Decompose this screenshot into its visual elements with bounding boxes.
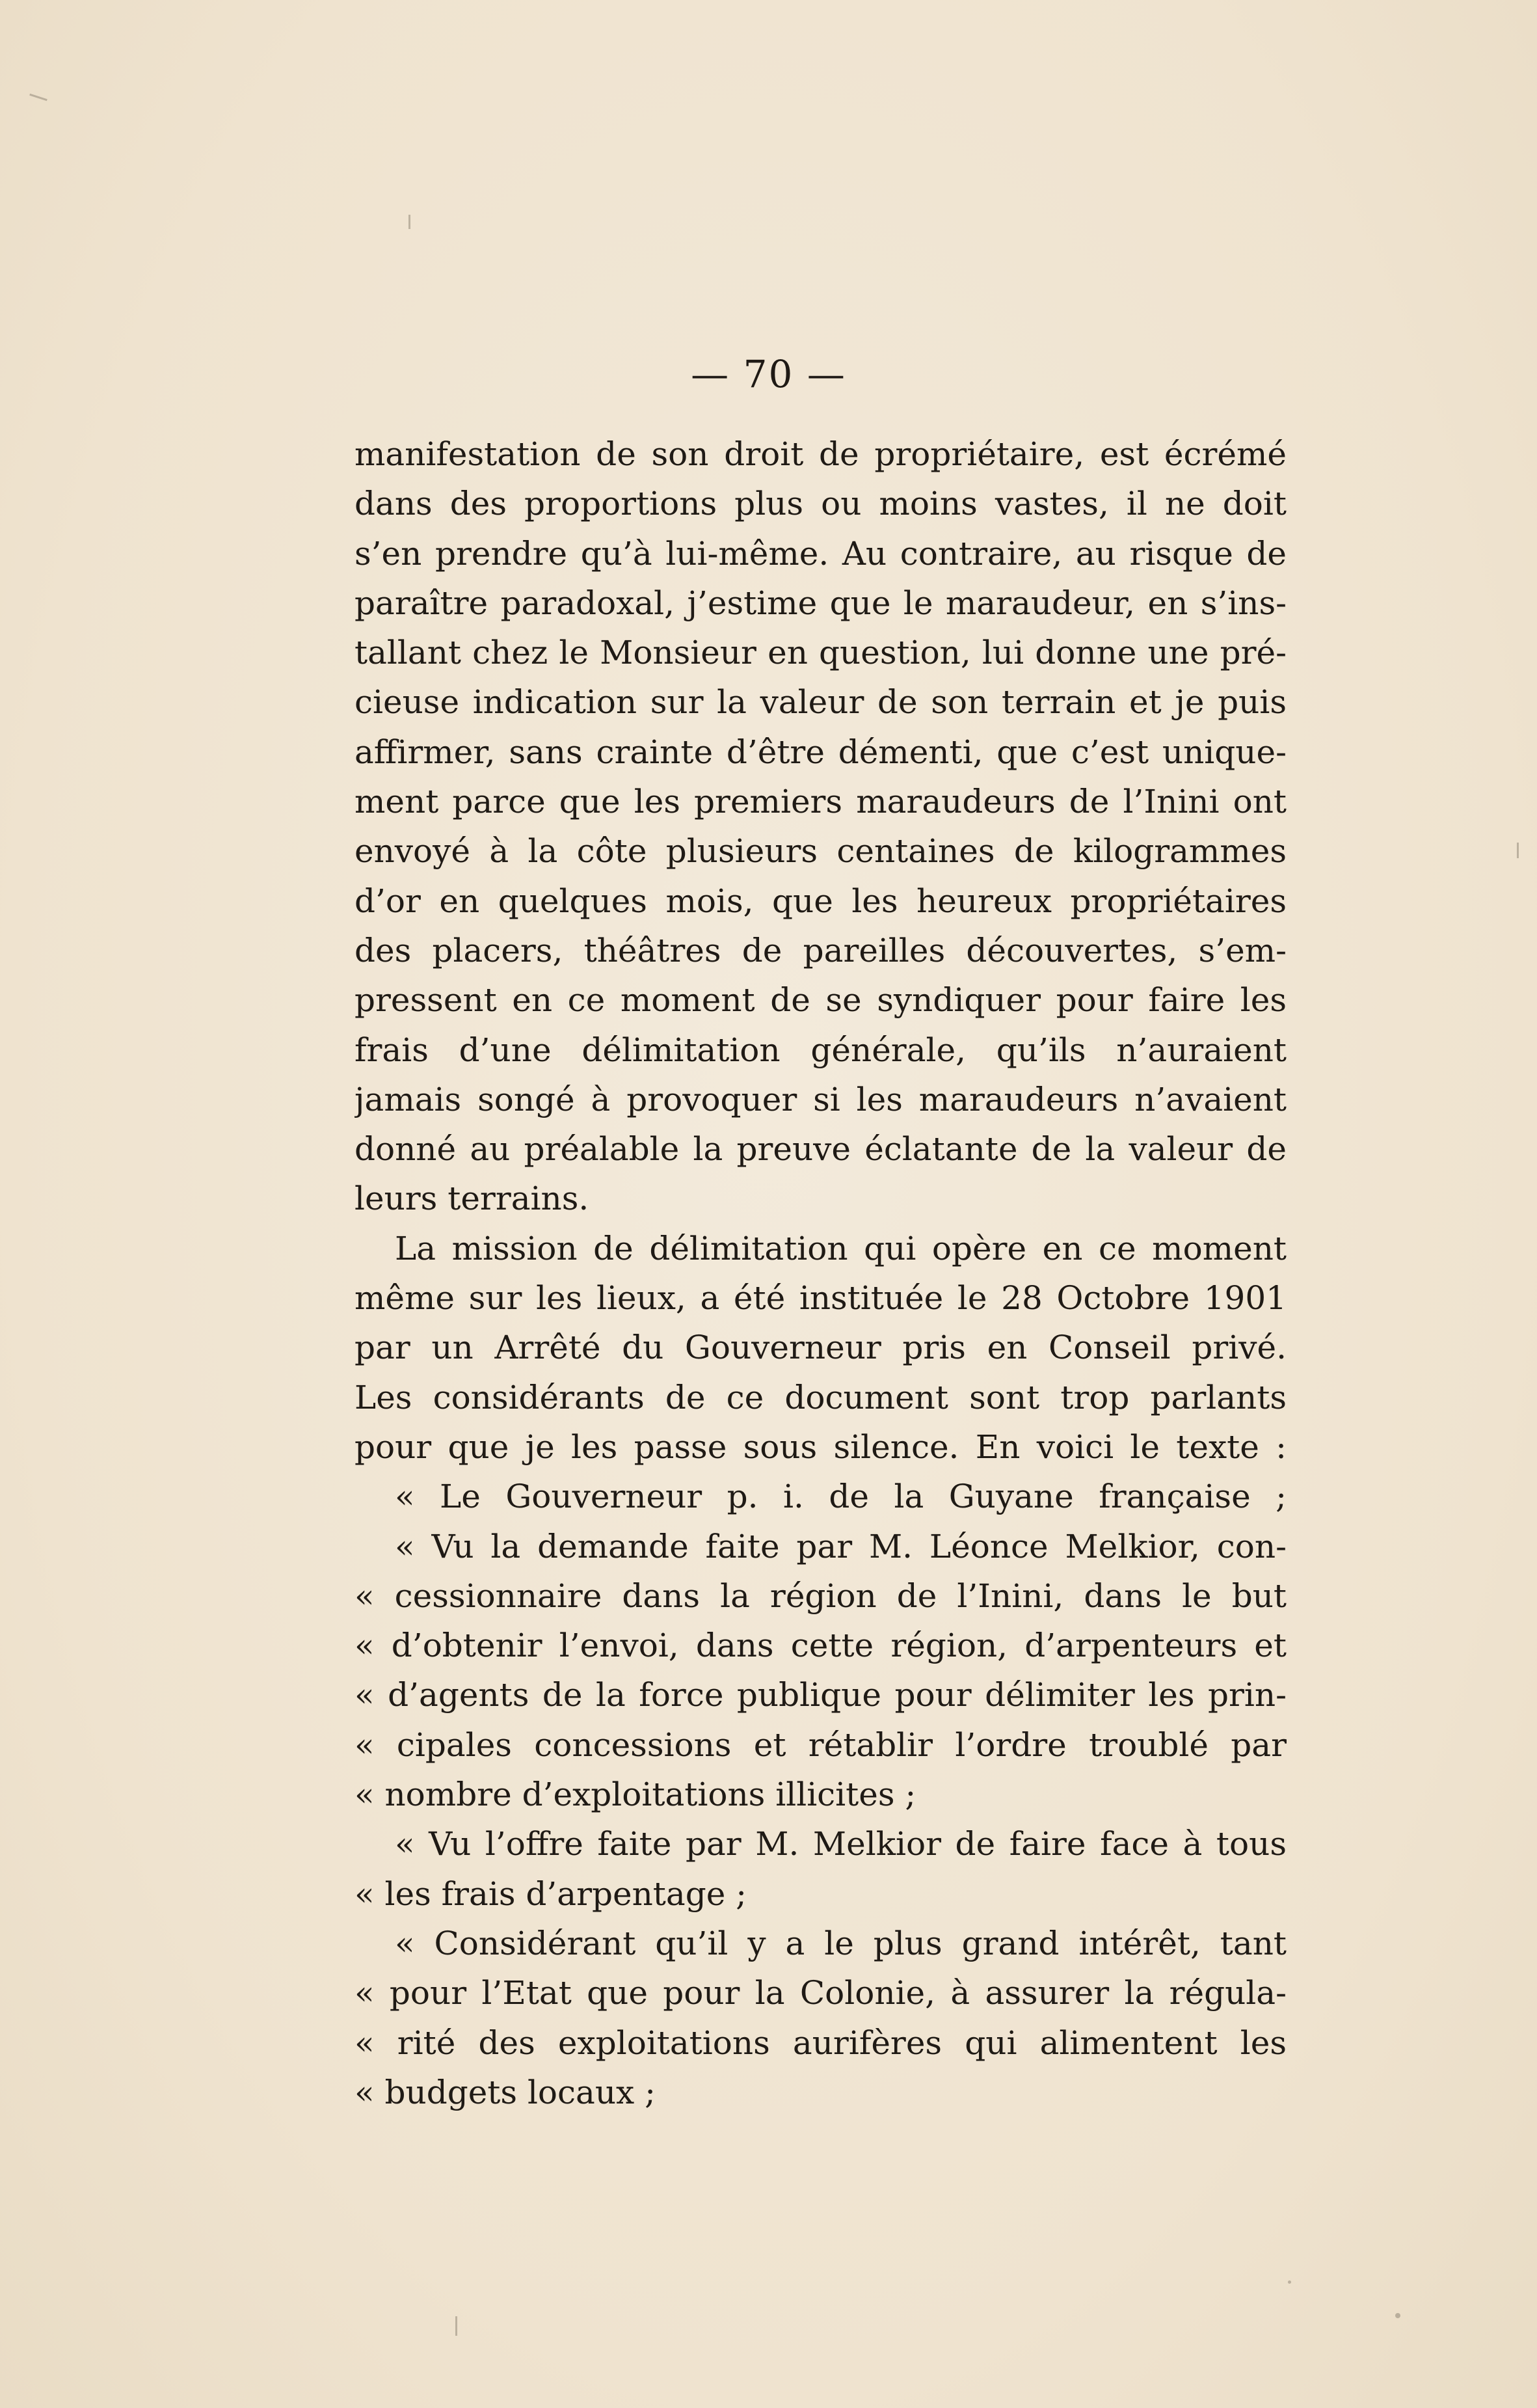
quote-line: « les frais d’arpentage ; bbox=[354, 1874, 747, 1913]
text-line: manifestation de son droit de propriétaire, est écrémé bbox=[354, 435, 1287, 473]
quote-line: « pour l’Etat que pour la Colonie, à assurer la régula- bbox=[354, 1974, 1287, 2012]
quote-line: « cipales concessions et rétablir l’ordre troublé par bbox=[354, 1725, 1287, 1764]
text-line: pressent en ce moment de se syndiquer pour faire les bbox=[354, 981, 1287, 1020]
text-line: jamais songé à provoquer si les maraudeurs n’avaient bbox=[354, 1080, 1287, 1118]
text-line: tallant chez le Monsieur en question, lui donne une pré- bbox=[354, 634, 1287, 672]
quote-line: « Vu l’offre faite par M. Melkior de faire face à tous bbox=[395, 1825, 1287, 1863]
page-number: — 70 — bbox=[691, 352, 846, 396]
text-line: affirmer, sans crainte d’être démenti, que c’est unique- bbox=[354, 733, 1287, 771]
quote-line: « nombre d’exploitations illicites ; bbox=[354, 1776, 916, 1814]
paper-speck bbox=[455, 2316, 457, 2336]
paper-speck bbox=[1288, 2280, 1291, 2284]
text-line: ment parce que les premiers maraudeurs de l’Inini ont bbox=[354, 783, 1287, 821]
text-line: par un Arrêté du Gouverneur pris en Conseil privé. bbox=[354, 1329, 1287, 1367]
text-line: La mission de délimitation qui opère en ce moment bbox=[395, 1229, 1287, 1267]
paper-speck bbox=[29, 94, 47, 101]
quote-line: « budgets locaux ; bbox=[354, 2073, 656, 2111]
text-line: frais d’une délimitation générale, qu’ils n’auraient bbox=[354, 1031, 1287, 1069]
body-text bbox=[354, 429, 1287, 2117]
quote-line: « d’obtenir l’envoi, dans cette région, d’arpenteurs et bbox=[354, 1627, 1287, 1665]
paper-speck bbox=[1517, 843, 1519, 858]
text-line: cieuse indication sur la valeur de son terrain et je puis bbox=[354, 683, 1287, 722]
quote-line: « Le Gouverneur p. i. de la Guyane française ; bbox=[395, 1478, 1287, 1516]
text-line: s’en prendre qu’à lui-même. Au contraire, au risque de bbox=[354, 534, 1287, 573]
paper-speck bbox=[1395, 2313, 1400, 2318]
text-line: même sur les lieux, a été instituée le 28 Octobre 1901 bbox=[354, 1279, 1287, 1318]
quote-line: « rité des exploitations aurifères qui alimentent les bbox=[354, 2023, 1287, 2062]
quote-line: « Vu la demande faite par M. Léonce Melkior, con- bbox=[395, 1527, 1287, 1565]
text-line: leurs terrains. bbox=[354, 1180, 589, 1218]
text-line: envoyé à la côte plusieurs centaines de kilogrammes bbox=[354, 832, 1287, 871]
text-line: pour que je les passe sous silence. En voici le texte : bbox=[354, 1427, 1287, 1466]
quote-line: « cessionnaire dans la région de l’Inini, dans le but bbox=[354, 1576, 1287, 1615]
text-line: des placers, théâtres de pareilles découvertes, s’em- bbox=[354, 931, 1287, 969]
text-line: dans des proportions plus ou moins vastes, il ne doit bbox=[354, 485, 1287, 523]
text-line: paraître paradoxal, j’estime que le maraudeur, en s’ins- bbox=[354, 584, 1287, 622]
quote-line: « d’agents de la force publique pour délimiter les prin- bbox=[354, 1676, 1287, 1714]
text-line: Les considérants de ce document sont trop parlants bbox=[354, 1378, 1287, 1416]
quote-line: « Considérant qu’il y a le plus grand intérêt, tant bbox=[395, 1924, 1287, 1962]
paper-speck bbox=[408, 215, 410, 229]
text-line: d’or en quelques mois, que les heureux propriétaires bbox=[354, 882, 1287, 920]
text-line: donné au préalable la preuve éclatante de la valeur de bbox=[354, 1130, 1287, 1169]
